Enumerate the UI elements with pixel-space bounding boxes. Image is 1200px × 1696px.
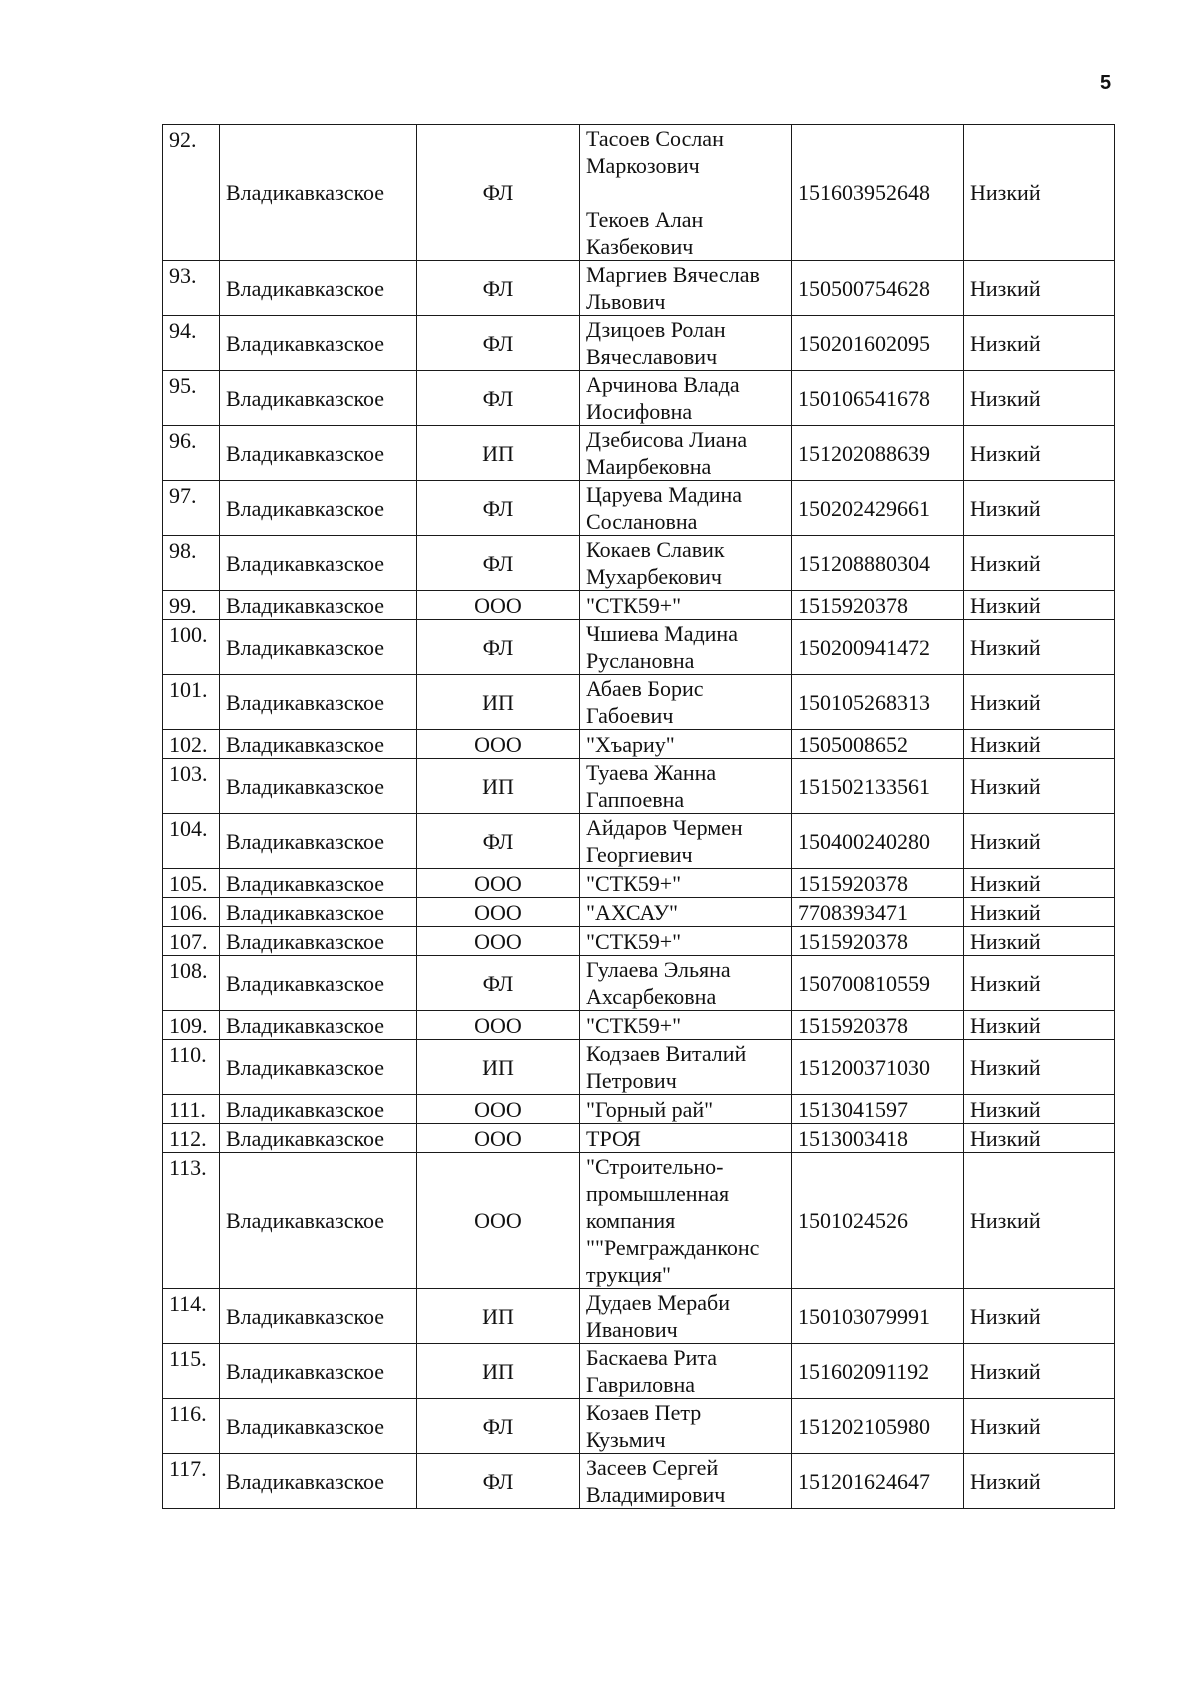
entity-name-cell: ТРОЯ (580, 1124, 792, 1153)
district-cell: Владикавказское (220, 730, 417, 759)
entity-type-cell: ИП (417, 675, 580, 730)
row-number: 102. (163, 730, 220, 759)
inn-cell: 150700810559 (792, 956, 964, 1011)
row-number: 99. (163, 591, 220, 620)
inn-cell: 1513003418 (792, 1124, 964, 1153)
table-row (163, 1040, 1115, 1095)
inn-cell: 151200371030 (792, 1040, 964, 1095)
inn-cell: 151602091192 (792, 1344, 964, 1399)
table-row (163, 261, 1115, 316)
district-cell: Владикавказское (220, 371, 417, 426)
entity-name-cell: Баскаева Рита Гавриловна (580, 1344, 792, 1399)
table-row (163, 1344, 1115, 1399)
district-cell: Владикавказское (220, 927, 417, 956)
risk-category-cell: Низкий (964, 481, 1115, 536)
district-cell: Владикавказское (220, 814, 417, 869)
district-cell: Владикавказское (220, 675, 417, 730)
entity-name-cell: Гулаева Эльяна Ахсарбековна (580, 956, 792, 1011)
row-number: 115. (163, 1344, 220, 1399)
district-cell: Владикавказское (220, 426, 417, 481)
risk-category-cell: Низкий (964, 426, 1115, 481)
row-number: 94. (163, 316, 220, 371)
risk-category-cell: Низкий (964, 1011, 1115, 1040)
entity-type-cell: ФЛ (417, 620, 580, 675)
table-row (163, 125, 1115, 261)
entity-type-cell: ФЛ (417, 316, 580, 371)
inn-cell: 150103079991 (792, 1289, 964, 1344)
risk-category-cell: Низкий (964, 620, 1115, 675)
row-number: 108. (163, 956, 220, 1011)
entity-name-cell: Айдаров Чермен Георгиевич (580, 814, 792, 869)
entity-name-cell: Дзебисова Лиана Маирбековна (580, 426, 792, 481)
entity-name-cell: Абаев Борис Габоевич (580, 675, 792, 730)
district-cell: Владикавказское (220, 481, 417, 536)
district-cell: Владикавказское (220, 536, 417, 591)
entity-type-cell: ООО (417, 730, 580, 759)
table-row (163, 956, 1115, 1011)
entity-name-cell: Дудаев Мераби Иванович (580, 1289, 792, 1344)
row-number: 106. (163, 898, 220, 927)
table-row (163, 927, 1115, 956)
row-number: 117. (163, 1454, 220, 1509)
district-cell: Владикавказское (220, 125, 417, 261)
risk-category-cell: Низкий (964, 536, 1115, 591)
entity-type-cell: ИП (417, 1040, 580, 1095)
risk-category-cell: Низкий (964, 316, 1115, 371)
row-number: 96. (163, 426, 220, 481)
entity-name-cell: "Горный рай" (580, 1095, 792, 1124)
table-row (163, 1153, 1115, 1289)
inn-cell: 150200941472 (792, 620, 964, 675)
inn-cell: 1515920378 (792, 927, 964, 956)
district-cell: Владикавказское (220, 956, 417, 1011)
risk-category-cell: Низкий (964, 927, 1115, 956)
inn-cell: 150106541678 (792, 371, 964, 426)
inn-cell: 151202088639 (792, 426, 964, 481)
inn-cell: 151208880304 (792, 536, 964, 591)
entity-name-cell: "СТК59+" (580, 591, 792, 620)
inn-cell: 1513041597 (792, 1095, 964, 1124)
risk-category-cell: Низкий (964, 759, 1115, 814)
inn-cell: 1515920378 (792, 591, 964, 620)
entity-type-cell: ФЛ (417, 125, 580, 261)
row-number: 97. (163, 481, 220, 536)
entity-name-cell: Арчинова Влада Иосифовна (580, 371, 792, 426)
entity-type-cell: ФЛ (417, 261, 580, 316)
row-number: 113. (163, 1153, 220, 1289)
row-number: 93. (163, 261, 220, 316)
table-row (163, 620, 1115, 675)
district-cell: Владикавказское (220, 1454, 417, 1509)
table-row (163, 536, 1115, 591)
entity-name-cell: Засеев Сергей Владимирович (580, 1454, 792, 1509)
district-cell: Владикавказское (220, 869, 417, 898)
row-number: 98. (163, 536, 220, 591)
table-row (163, 1399, 1115, 1454)
inn-cell: 1505008652 (792, 730, 964, 759)
entity-name-cell: Кодзаев Виталий Петрович (580, 1040, 792, 1095)
table-row (163, 1124, 1115, 1153)
table-row (163, 481, 1115, 536)
row-number: 100. (163, 620, 220, 675)
entity-type-cell: ООО (417, 1011, 580, 1040)
risk-category-cell: Низкий (964, 1040, 1115, 1095)
entity-type-cell: ООО (417, 869, 580, 898)
entity-name-cell: Чшиева Мадина Руслановна (580, 620, 792, 675)
table-row (163, 1095, 1115, 1124)
entity-name-cell: "СТК59+" (580, 927, 792, 956)
row-number: 116. (163, 1399, 220, 1454)
row-number: 103. (163, 759, 220, 814)
registry-table-body (163, 125, 1115, 1509)
row-number: 95. (163, 371, 220, 426)
risk-category-cell: Низкий (964, 898, 1115, 927)
inn-cell: 1501024526 (792, 1153, 964, 1289)
district-cell: Владикавказское (220, 1040, 417, 1095)
inn-cell: 1515920378 (792, 869, 964, 898)
row-number: 111. (163, 1095, 220, 1124)
district-cell: Владикавказское (220, 1399, 417, 1454)
table-row (163, 675, 1115, 730)
risk-category-cell: Низкий (964, 1344, 1115, 1399)
risk-category-cell: Низкий (964, 1454, 1115, 1509)
entity-type-cell: ООО (417, 591, 580, 620)
entity-name-cell: "АХСАУ" (580, 898, 792, 927)
risk-category-cell: Низкий (964, 675, 1115, 730)
district-cell: Владикавказское (220, 1011, 417, 1040)
table-row (163, 426, 1115, 481)
entity-type-cell: ФЛ (417, 481, 580, 536)
inn-cell: 1515920378 (792, 1011, 964, 1040)
entity-name-cell: "Хъариу" (580, 730, 792, 759)
row-number: 92. (163, 125, 220, 261)
table-row (163, 814, 1115, 869)
risk-category-cell: Низкий (964, 1095, 1115, 1124)
entity-name-cell: Царуева Мадина Сослановна (580, 481, 792, 536)
risk-category-cell: Низкий (964, 261, 1115, 316)
table-row (163, 869, 1115, 898)
table-row (163, 1289, 1115, 1344)
risk-category-cell: Низкий (964, 1399, 1115, 1454)
table-row (163, 316, 1115, 371)
inn-cell: 150500754628 (792, 261, 964, 316)
entity-type-cell: ФЛ (417, 536, 580, 591)
entity-name-cell: Дзицоев Ролан Вячеславович (580, 316, 792, 371)
entity-type-cell: ООО (417, 1124, 580, 1153)
entity-name-cell: Тасоев Сослан Маркозович Текоев Алан Казбекович (580, 125, 792, 261)
row-number: 114. (163, 1289, 220, 1344)
entity-type-cell: ООО (417, 927, 580, 956)
risk-category-cell: Низкий (964, 1289, 1115, 1344)
entity-type-cell: ООО (417, 1095, 580, 1124)
entity-type-cell: ИП (417, 1289, 580, 1344)
entity-name-cell: Козаев Петр Кузьмич (580, 1399, 792, 1454)
entity-type-cell: ФЛ (417, 371, 580, 426)
table-row (163, 1011, 1115, 1040)
district-cell: Владикавказское (220, 316, 417, 371)
risk-category-cell: Низкий (964, 814, 1115, 869)
table-row (163, 371, 1115, 426)
entity-type-cell: ФЛ (417, 956, 580, 1011)
entity-name-cell: Туаева Жанна Гаппоевна (580, 759, 792, 814)
risk-category-cell: Низкий (964, 371, 1115, 426)
entity-type-cell: ИП (417, 759, 580, 814)
table-row (163, 730, 1115, 759)
entity-type-cell: ИП (417, 426, 580, 481)
inn-cell: 150201602095 (792, 316, 964, 371)
inn-cell: 151202105980 (792, 1399, 964, 1454)
table-row (163, 1454, 1115, 1509)
table-row (163, 759, 1115, 814)
entity-type-cell: ФЛ (417, 814, 580, 869)
entity-name-cell: "Строительно- промышленная компания ""Ремгражданконс трукция" (580, 1153, 792, 1289)
district-cell: Владикавказское (220, 1124, 417, 1153)
row-number: 105. (163, 869, 220, 898)
risk-category-cell: Низкий (964, 1124, 1115, 1153)
entity-name-cell: Кокаев Славик Мухарбекович (580, 536, 792, 591)
entity-type-cell: ООО (417, 1153, 580, 1289)
entity-type-cell: ИП (417, 1344, 580, 1399)
row-number: 107. (163, 927, 220, 956)
district-cell: Владикавказское (220, 1095, 417, 1124)
risk-category-cell: Низкий (964, 125, 1115, 261)
row-number: 109. (163, 1011, 220, 1040)
district-cell: Владикавказское (220, 898, 417, 927)
table-row (163, 898, 1115, 927)
district-cell: Владикавказское (220, 1289, 417, 1344)
page-number: 5 (1100, 72, 1112, 94)
district-cell: Владикавказское (220, 759, 417, 814)
district-cell: Владикавказское (220, 591, 417, 620)
district-cell: Владикавказское (220, 1153, 417, 1289)
inn-cell: 150202429661 (792, 481, 964, 536)
entity-type-cell: ФЛ (417, 1399, 580, 1454)
table-row (163, 591, 1115, 620)
risk-category-cell: Низкий (964, 956, 1115, 1011)
district-cell: Владикавказское (220, 620, 417, 675)
entity-name-cell: Маргиев Вячеслав Львович (580, 261, 792, 316)
risk-category-cell: Низкий (964, 1153, 1115, 1289)
inn-cell: 151603952648 (792, 125, 964, 261)
inn-cell: 151201624647 (792, 1454, 964, 1509)
row-number: 110. (163, 1040, 220, 1095)
inn-cell: 150105268313 (792, 675, 964, 730)
entity-name-cell: "СТК59+" (580, 1011, 792, 1040)
district-cell: Владикавказское (220, 1344, 417, 1399)
registry-table (162, 124, 1115, 1509)
row-number: 104. (163, 814, 220, 869)
risk-category-cell: Низкий (964, 730, 1115, 759)
entity-type-cell: ФЛ (417, 1454, 580, 1509)
inn-cell: 7708393471 (792, 898, 964, 927)
entity-name-cell: "СТК59+" (580, 869, 792, 898)
inn-cell: 151502133561 (792, 759, 964, 814)
row-number: 112. (163, 1124, 220, 1153)
row-number: 101. (163, 675, 220, 730)
inn-cell: 150400240280 (792, 814, 964, 869)
district-cell: Владикавказское (220, 261, 417, 316)
entity-type-cell: ООО (417, 898, 580, 927)
risk-category-cell: Низкий (964, 591, 1115, 620)
risk-category-cell: Низкий (964, 869, 1115, 898)
